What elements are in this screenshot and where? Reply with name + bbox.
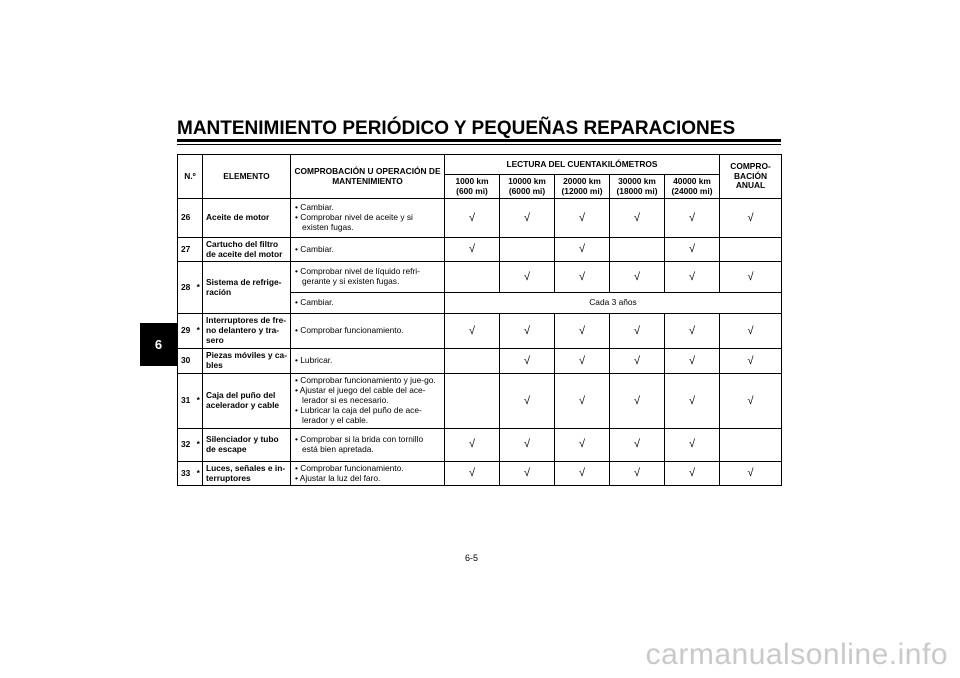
row-operation [291,314,445,349]
check-cell [610,262,665,293]
check-cell [445,462,500,486]
interval-km: 30000 km [618,175,656,186]
title-rule [177,139,781,142]
header-element: ELEMENTO [203,155,291,199]
service-asterisk: * [195,428,203,461]
check-cell [665,314,720,349]
operation-item: • Cambiar. [294,245,441,255]
check-mark: √ [747,467,754,480]
check-cell [555,349,610,374]
check-mark: √ [747,354,754,367]
check-cell [610,374,665,429]
operation-item: • Comprobar funcionamiento y jue-go. [294,376,441,386]
check-cell [445,428,500,461]
check-mark: √ [578,394,586,407]
check-mark: √ [578,270,586,283]
row-number: 27 [178,238,195,262]
operation-list [294,376,441,426]
row-number: 26 [178,199,195,238]
interval-mi: (600 mi) [456,185,488,196]
operation-item: • Comprobar funcionamiento. [294,326,441,336]
table-row [178,238,782,262]
row-element: Aceite de motor [203,199,291,238]
row-number: 32 [178,428,195,461]
header-number: N.º [178,155,203,199]
check-cell [555,314,610,349]
check-mark: √ [633,270,641,283]
check-cell [665,238,720,262]
chapter-tab: 6 [140,323,177,366]
check-cell [720,374,782,429]
service-asterisk: * [195,314,203,349]
check-mark: √ [747,211,754,224]
header-operation: COMPROBACIÓN U OPERACIÓN DE MANTENIMIENTO [291,155,445,199]
row-operation [291,262,445,293]
row-element: Interruptores de fre-no delantero y tra-sero [203,314,291,349]
check-mark: √ [578,467,586,480]
check-cell [720,349,782,374]
check-cell [720,428,782,461]
check-cell [555,199,610,238]
check-cell [500,262,555,293]
check-mark: √ [633,467,641,480]
operation-item: • Cambiar. [294,203,441,213]
table-row [178,199,782,238]
operation-item: • Comprobar nivel de aceite y si existen fugas. [294,213,441,233]
check-cell [555,374,610,429]
check-mark: √ [688,243,696,256]
check-mark: √ [578,324,586,337]
row-operation [291,238,445,262]
check-mark: √ [633,354,641,367]
check-cell [500,238,555,262]
check-cell [665,349,720,374]
row-element: Silenciador y tubo de escape [203,428,291,461]
interval-km: 10000 km [508,175,546,186]
table-row [178,314,782,349]
table-row [178,262,782,293]
check-mark: √ [688,270,696,283]
operation-item: • Lubricar. [294,356,441,366]
title-rule-thin [177,144,781,145]
maintenance-table [177,154,782,486]
operation-item: • Ajustar la luz del faro. [294,474,441,484]
check-mark: √ [468,438,476,451]
header-odometer: LECTURA DEL CUENTAKILÓMETROS [445,155,720,175]
check-mark: √ [523,438,531,451]
check-mark: √ [688,394,696,407]
header-interval [555,175,610,199]
operation-list [294,203,441,233]
check-cell [500,462,555,486]
table-row [178,349,782,374]
header-interval [445,175,500,199]
check-mark: √ [523,211,531,224]
check-mark: √ [468,467,476,480]
row-number: 29 [178,314,195,349]
check-mark: √ [523,270,531,283]
check-cell [445,238,500,262]
operation-list [294,464,441,484]
check-mark: √ [747,324,754,337]
header-interval [500,175,555,199]
row-element: Caja del puño del acelerador y cable [203,374,291,429]
check-cell [665,262,720,293]
row-operation [291,199,445,238]
table-row [178,374,782,429]
operation-item: • Comprobar si la brida con tornillo está bien apretada. [294,435,441,455]
table-row [178,462,782,486]
check-cell [665,462,720,486]
check-cell [665,199,720,238]
operation-list [294,267,441,287]
check-cell [500,314,555,349]
row-operation [291,462,445,486]
row-operation [291,293,445,314]
check-mark: √ [578,211,586,224]
check-cell [445,199,500,238]
check-mark: √ [523,467,531,480]
check-cell [665,428,720,461]
check-mark: √ [688,467,696,480]
check-mark: √ [578,243,586,256]
row-operation [291,349,445,374]
check-cell [445,374,500,429]
check-cell [610,349,665,374]
row-number: 33 [178,462,195,486]
check-mark: √ [578,354,586,367]
check-cell [720,314,782,349]
service-asterisk [195,199,203,238]
check-cell [500,428,555,461]
service-asterisk [195,238,203,262]
check-cell [610,428,665,461]
interval-km: 40000 km [673,175,711,186]
operation-item: • Ajustar el juego del cable del ace-lerador si es necesario. [294,386,441,406]
service-asterisk: * [195,262,203,314]
check-cell [445,262,500,293]
page-title: MANTENIMIENTO PERIÓDICO Y PEQUEÑAS REPARACIONES [177,118,736,139]
row-element: Luces, señales e in-terruptores [203,462,291,486]
operation-list [294,435,441,455]
interval-mi: (24000 mi) [671,185,713,196]
check-mark: √ [633,211,641,224]
check-mark: √ [468,324,476,337]
check-cell [555,428,610,461]
row-number: 30 [178,349,195,374]
operation-list [294,356,441,366]
operation-item: • Comprobar nivel de líquido refri-gerante y si existen fugas. [294,267,441,287]
check-cell [610,314,665,349]
row-element: Sistema de refrige-ración [203,262,291,314]
operation-item: • Lubricar la caja del puño de ace-lerador y el cable. [294,406,441,426]
interval-mi: (6000 mi) [508,185,546,196]
row-operation [291,374,445,429]
check-cell [500,349,555,374]
check-mark: √ [688,438,696,451]
check-mark: √ [523,324,531,337]
check-mark: √ [633,394,641,407]
check-mark: √ [468,211,476,224]
service-asterisk: * [195,374,203,429]
interval-km: 20000 km [563,175,601,186]
check-mark: √ [523,354,531,367]
check-cell [610,238,665,262]
operation-list [294,298,441,308]
check-mark: √ [688,354,696,367]
check-mark: √ [747,394,754,407]
check-cell [610,199,665,238]
check-cell [445,314,500,349]
row-number: 28 [178,262,195,314]
row-element: Piezas móviles y ca-bles [203,349,291,374]
row-number: 31 [178,374,195,429]
header-interval [665,175,720,199]
check-cell [500,199,555,238]
operation-list [294,245,441,255]
header-interval [610,175,665,199]
service-asterisk: * [195,462,203,486]
interval-km: 1000 km [455,175,489,186]
check-cell [720,199,782,238]
check-mark: √ [633,324,641,337]
check-cell [445,349,500,374]
interval-span-text: Cada 3 años [445,293,782,314]
header-annual: COMPRO-BACIÓN ANUAL [720,155,782,199]
check-mark: √ [688,211,696,224]
interval-mi: (12000 mi) [561,185,603,196]
check-cell [610,462,665,486]
check-cell [720,262,782,293]
operation-item: • Comprobar funcionamiento. [294,464,441,474]
check-cell [720,462,782,486]
operation-list [294,326,441,336]
check-mark: √ [688,324,696,337]
check-mark: √ [468,243,476,256]
table-row [178,428,782,461]
check-cell [555,262,610,293]
service-asterisk [195,349,203,374]
row-element: Cartucho del filtro de aceite del motor [203,238,291,262]
check-cell [665,374,720,429]
check-mark: √ [523,394,531,407]
check-cell [555,462,610,486]
check-mark: √ [747,270,754,283]
page-number: 6-5 [465,553,479,563]
interval-mi: (18000 mi) [616,185,658,196]
check-cell [720,238,782,262]
check-cell [555,238,610,262]
row-operation [291,428,445,461]
check-mark: √ [633,438,641,451]
watermark: carmanualsonline.info [645,638,948,671]
check-mark: √ [578,438,586,451]
check-cell [500,374,555,429]
operation-item: • Cambiar. [294,298,441,308]
